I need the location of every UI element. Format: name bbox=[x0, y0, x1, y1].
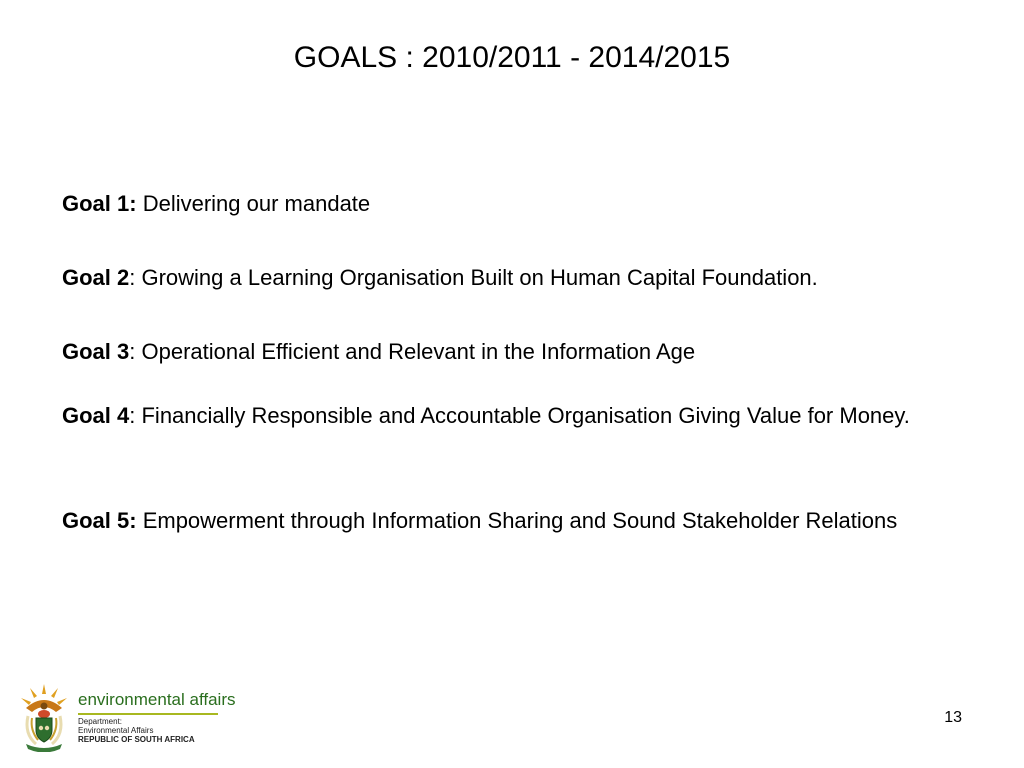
coat-of-arms-icon bbox=[16, 682, 72, 752]
goal-text: Operational Efficient and Relevant in the Information Age bbox=[135, 339, 696, 364]
goal-item-4 bbox=[62, 400, 1024, 431]
brand-divider bbox=[78, 713, 218, 715]
goal-separator: : bbox=[129, 339, 136, 364]
department-logo bbox=[16, 682, 236, 752]
slide-title: GOALS : 2010/2011 - 2014/2015 bbox=[293, 41, 731, 74]
country-name: REPUBLIC OF SOUTH AFRICA bbox=[78, 735, 195, 744]
goal-item-3 bbox=[62, 336, 1024, 367]
goal-label: Goal 4 bbox=[62, 403, 130, 428]
page-number: 13 bbox=[944, 709, 962, 726]
department-name: Environmental Affairs bbox=[78, 726, 154, 735]
brand-name: environmental affairs bbox=[78, 690, 236, 709]
goal-separator: : bbox=[129, 403, 136, 428]
department-label: Department: bbox=[78, 717, 123, 726]
goal-item-5 bbox=[62, 505, 1024, 536]
goal-item-1 bbox=[62, 188, 1024, 219]
goal-label: Goal 1: bbox=[62, 191, 137, 216]
goal-separator: : bbox=[129, 265, 136, 290]
goal-label: Goal 5: bbox=[62, 508, 137, 533]
goal-text: Financially Responsible and Accountable Organisation Giving Value for Money. bbox=[135, 403, 910, 428]
goal-text: Delivering our mandate bbox=[136, 191, 371, 216]
goal-text: Growing a Learning Organisation Built on Human Capital Foundation. bbox=[135, 265, 818, 290]
goal-text: Empowerment through Information Sharing and Sound Stakeholder Relations bbox=[136, 508, 898, 533]
goal-label: Goal 2 bbox=[62, 265, 130, 290]
goal-item-2 bbox=[62, 262, 1024, 293]
goal-label: Goal 3 bbox=[62, 339, 130, 364]
